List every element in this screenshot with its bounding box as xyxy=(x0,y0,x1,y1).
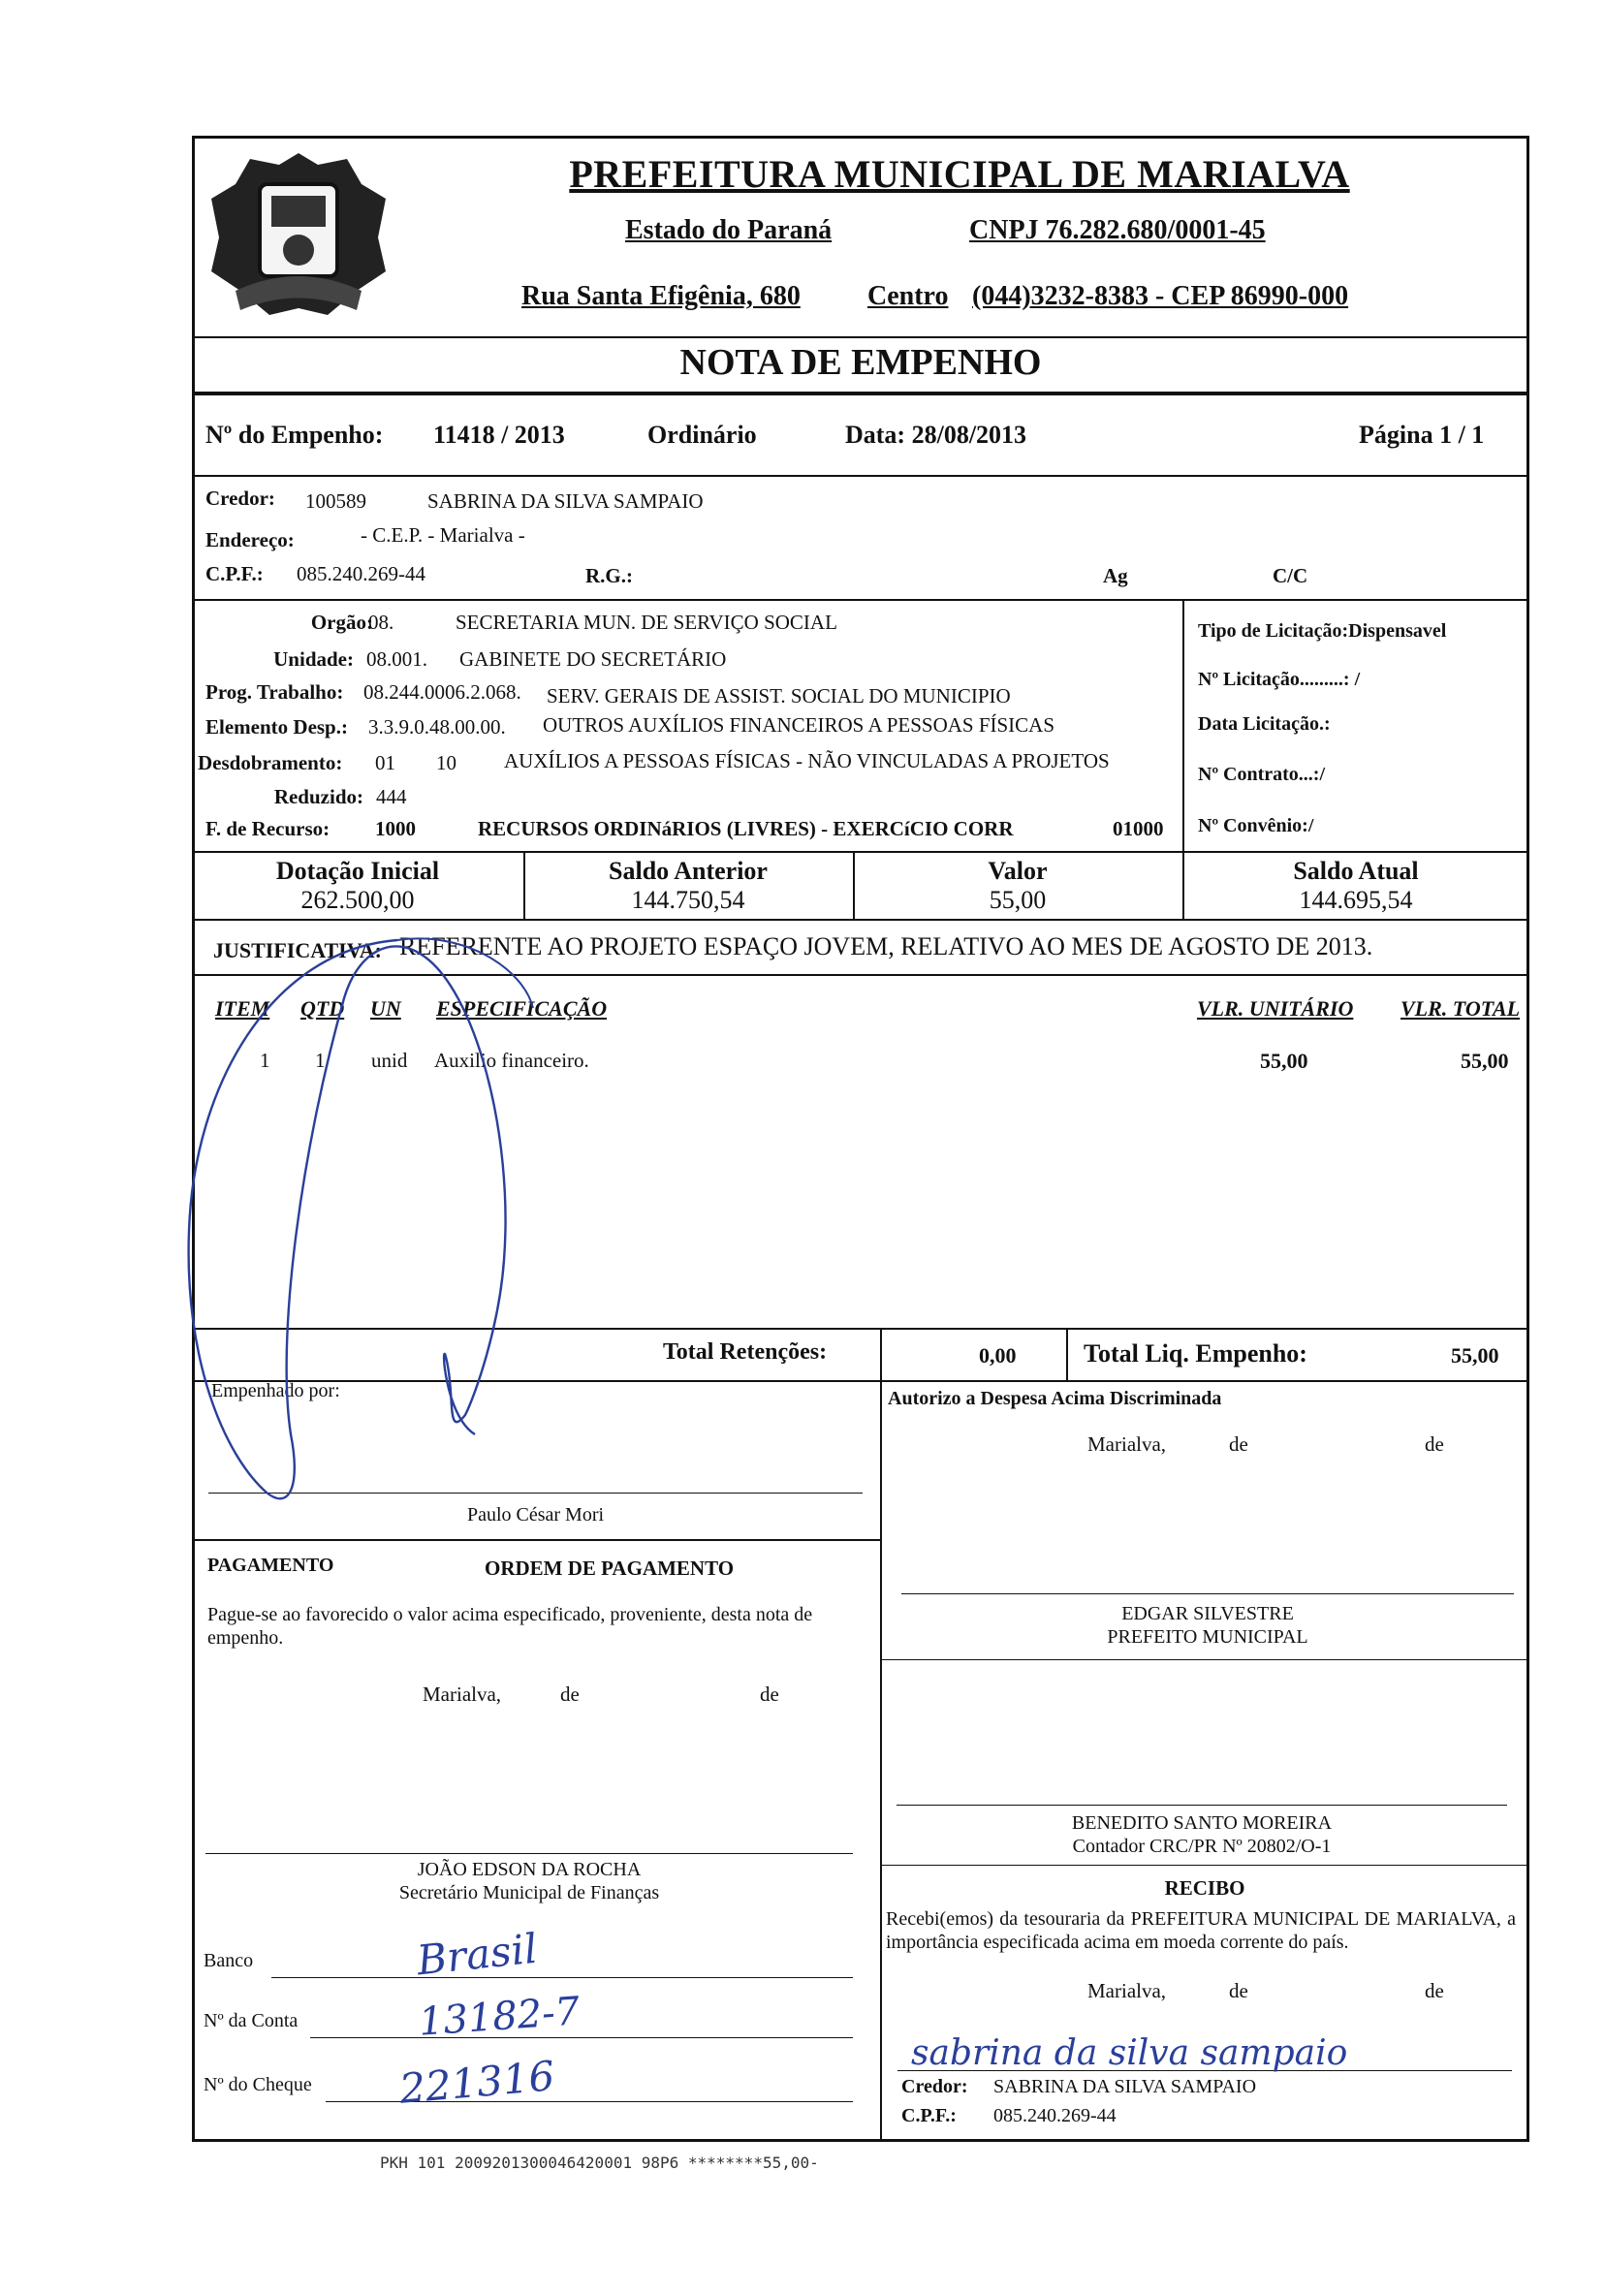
valor-value: 55,00 xyxy=(989,886,1047,914)
conta-label: Nº da Conta xyxy=(204,2010,299,2031)
signature-line xyxy=(205,1853,853,1854)
dotacao-value: 262.500,00 xyxy=(300,886,415,914)
autorizo-place: Marialva, xyxy=(1087,1432,1167,1456)
conta-handwritten: 13182-7 xyxy=(417,1989,582,2045)
recibo-credor-label: Credor: xyxy=(901,2076,968,2097)
recibo-cpf-label: C.P.F.: xyxy=(901,2105,957,2126)
recibo-cpf-value: 085.240.269-44 xyxy=(993,2105,1117,2126)
divider xyxy=(192,599,1529,601)
total-liq-label: Total Liq. Empenho: xyxy=(1084,1339,1307,1368)
endereco-value: - C.E.P. - Marialva - xyxy=(361,523,525,547)
empenho-label: Nº do Empenho: xyxy=(205,421,384,449)
item-un: unid xyxy=(371,1049,408,1072)
signature-line xyxy=(901,1593,1514,1594)
prog-code: 08.244.0006.2.068. xyxy=(363,680,521,704)
desdobramento-label: Desdobramento: xyxy=(198,751,343,774)
footer-code: PKH 101 2009201300046420001 98P6 ********55,00- xyxy=(380,2154,819,2172)
header-phone-cep: (044)3232-8383 - CEP 86990-000 xyxy=(972,281,1349,311)
secretario-name: JOÃO EDSON DA ROCHA xyxy=(417,1859,642,1880)
prefeito-role: PREFEITO MUNICIPAL xyxy=(1107,1626,1308,1648)
fonte-num: 01000 xyxy=(1113,817,1164,840)
header-address: Rua Santa Efigênia, 680 xyxy=(521,281,801,311)
credor-name: SABRINA DA SILVA SAMPAIO xyxy=(427,489,704,513)
recibo-de1: de xyxy=(1229,1979,1248,2002)
autorizo-text: Autorizo a Despesa Acima Discriminada xyxy=(888,1388,1222,1409)
credor-code: 100589 xyxy=(305,489,366,513)
header-district: Centro xyxy=(867,281,949,311)
elemento-label: Elemento Desp.: xyxy=(205,715,348,739)
saldo-anterior-value: 144.750,54 xyxy=(631,886,745,914)
divider xyxy=(880,1865,1529,1866)
pagamento-place: Marialva, xyxy=(423,1683,502,1706)
pagamento-text: Pague-se ao favorecido o valor acima especificado, proveniente, desta nota de empenho. xyxy=(207,1604,813,1649)
pagamento-label: PAGAMENTO xyxy=(207,1555,334,1576)
divider xyxy=(880,1328,882,1380)
item-vlr-total: 55,00 xyxy=(1461,1049,1509,1073)
numero-licitacao: Nº Licitação.........: / xyxy=(1198,669,1361,690)
col-vlr-unitario: VLR. UNITÁRIO xyxy=(1197,996,1354,1021)
doc-title: NOTA DE EMPENHO xyxy=(679,342,1042,383)
autorizo-de2: de xyxy=(1425,1432,1444,1456)
saldo-atual-label: Saldo Atual xyxy=(1293,857,1419,885)
pagamento-de2: de xyxy=(760,1683,779,1706)
credor-label: Credor: xyxy=(205,487,275,510)
recibo-credor-value: SABRINA DA SILVA SAMPAIO xyxy=(993,2076,1257,2097)
valor-label: Valor xyxy=(988,857,1048,885)
recibo-place: Marialva, xyxy=(1087,1979,1167,2002)
tipo-licitacao: Tipo de Licitação:Dispensavel xyxy=(1198,620,1447,642)
cheque-label: Nº do Cheque xyxy=(204,2074,312,2095)
header-cnpj: CNPJ 76.282.680/0001-45 xyxy=(969,215,1266,245)
recibo-title: RECIBO xyxy=(1164,1876,1245,1900)
banco-line xyxy=(271,1977,853,1978)
divider xyxy=(192,851,1529,853)
recibo-text: Recebi(emos) da tesouraria da PREFEITURA MUNICIPAL DE MARIALVA, a importância especificada acima em moeda corrente do país. xyxy=(886,1908,1516,1953)
total-liq-value: 55,00 xyxy=(1451,1343,1499,1368)
endereco-label: Endereço: xyxy=(205,528,295,551)
contador-name: BENEDITO SANTO MOREIRA xyxy=(1071,1812,1333,1834)
unidade-code: 08.001. xyxy=(366,647,427,671)
divider xyxy=(1182,599,1184,851)
fonte-label: F. de Recurso: xyxy=(205,817,330,840)
elemento-desc: OUTROS AUXÍLIOS FINANCEIROS A PESSOAS FÍSICAS xyxy=(543,713,1055,737)
col-qtd: QTD xyxy=(300,996,345,1021)
reduzido-value: 444 xyxy=(376,785,407,808)
header-state: Estado do Paraná xyxy=(625,215,833,245)
item-qtd: 1 xyxy=(315,1049,326,1072)
orgao-label: Orgão: xyxy=(310,611,373,634)
retencoes-value: 0,00 xyxy=(979,1343,1017,1368)
elemento-code: 3.3.9.0.48.00.00. xyxy=(368,715,506,739)
col-item: ITEM xyxy=(215,996,270,1021)
justificativa-label: JUSTIFICATIVA: xyxy=(213,938,383,962)
divider xyxy=(192,1539,880,1541)
banco-handwritten: Brasil xyxy=(414,1924,540,1985)
reduzido-label: Reduzido: xyxy=(273,785,363,808)
rg-label: R.G.: xyxy=(585,564,633,587)
ag-label: Ag xyxy=(1103,564,1128,587)
saldo-atual-value: 144.695,54 xyxy=(1299,886,1413,914)
item-especificacao: Auxilio financeiro. xyxy=(434,1049,589,1072)
empenhado-name: Paulo César Mori xyxy=(466,1504,605,1525)
signature-line xyxy=(897,1805,1507,1806)
municipal-crest-icon xyxy=(202,145,395,330)
banco-label: Banco xyxy=(204,1950,254,1971)
empenhado-label: Empenhado por: xyxy=(211,1380,340,1401)
divider xyxy=(880,1659,1529,1660)
orgao-desc: SECRETARIA MUN. DE SERVIÇO SOCIAL xyxy=(456,611,837,634)
orgao-code: 08. xyxy=(368,611,394,634)
divider xyxy=(192,392,1529,395)
cc-label: C/C xyxy=(1273,564,1308,587)
desdobramento-a: 01 xyxy=(375,751,395,774)
col-vlr-total: VLR. TOTAL xyxy=(1400,996,1521,1021)
cpf-value: 085.240.269-44 xyxy=(297,562,425,585)
empenho-date: Data: 28/08/2013 xyxy=(845,421,1027,449)
recibo-de2: de xyxy=(1425,1979,1444,2002)
fonte-desc: RECURSOS ORDINáRIOS (LIVRES) - EXERCíCIO CORR xyxy=(478,817,1014,840)
dotacao-label: Dotação Inicial xyxy=(275,857,440,885)
secretario-role: Secretário Municipal de Finanças xyxy=(398,1882,660,1903)
numero-contrato: Nº Contrato...:/ xyxy=(1198,764,1326,785)
divider xyxy=(1066,1328,1068,1380)
fonte-code: 1000 xyxy=(375,817,416,840)
unidade-desc: GABINETE DO SECRETÁRIO xyxy=(459,647,727,671)
cheque-handwritten: 221316 xyxy=(397,2052,557,2113)
empenho-page: Página 1 / 1 xyxy=(1359,421,1485,449)
numero-convenio: Nº Convênio:/ xyxy=(1198,815,1314,836)
data-licitacao: Data Licitação.: xyxy=(1198,713,1331,735)
conta-line xyxy=(310,2037,853,2038)
item-number: 1 xyxy=(260,1049,270,1072)
divider xyxy=(880,1380,882,2142)
prefeito-name: EDGAR SILVESTRE xyxy=(1121,1603,1294,1624)
saldo-anterior-label: Saldo Anterior xyxy=(609,857,768,885)
prog-desc: SERV. GERAIS DE ASSIST. SOCIAL DO MUNICIPIO xyxy=(547,684,1011,708)
item-vlr-unitario: 55,00 xyxy=(1260,1049,1308,1073)
empenhado-signature xyxy=(155,911,601,1512)
ordem-pagamento-title: ORDEM DE PAGAMENTO xyxy=(485,1557,735,1580)
col-especificacao: ESPECIFICAÇÃO xyxy=(436,996,608,1021)
header-title: PREFEITURA MUNICIPAL DE MARIALVA xyxy=(569,152,1350,196)
empenho-number: 11418 / 2013 xyxy=(433,421,565,449)
prog-label: Prog. Trabalho: xyxy=(205,680,344,704)
divider xyxy=(192,336,1529,338)
col-un: UN xyxy=(370,996,401,1021)
divider xyxy=(192,475,1529,477)
credor-signature: sabrina da silva sampaio xyxy=(911,2033,1348,2073)
contador-role: Contador CRC/PR Nº 20802/O-1 xyxy=(1072,1836,1332,1857)
autorizo-de1: de xyxy=(1229,1432,1248,1456)
justificativa-text: REFERENTE AO PROJETO ESPAÇO JOVEM, RELATIVO AO MES DE AGOSTO DE 2013. xyxy=(399,932,1373,960)
empenho-type: Ordinário xyxy=(647,421,757,449)
desdobramento-desc: AUXÍLIOS A PESSOAS FÍSICAS - NÃO VINCULADAS A PROJETOS xyxy=(504,749,1110,772)
retencoes-label: Total Retenções: xyxy=(663,1339,828,1365)
unidade-label: Unidade: xyxy=(273,647,354,671)
pagamento-de1: de xyxy=(560,1683,580,1706)
desdobramento-b: 10 xyxy=(436,751,456,774)
cpf-label: C.P.F.: xyxy=(205,562,264,585)
